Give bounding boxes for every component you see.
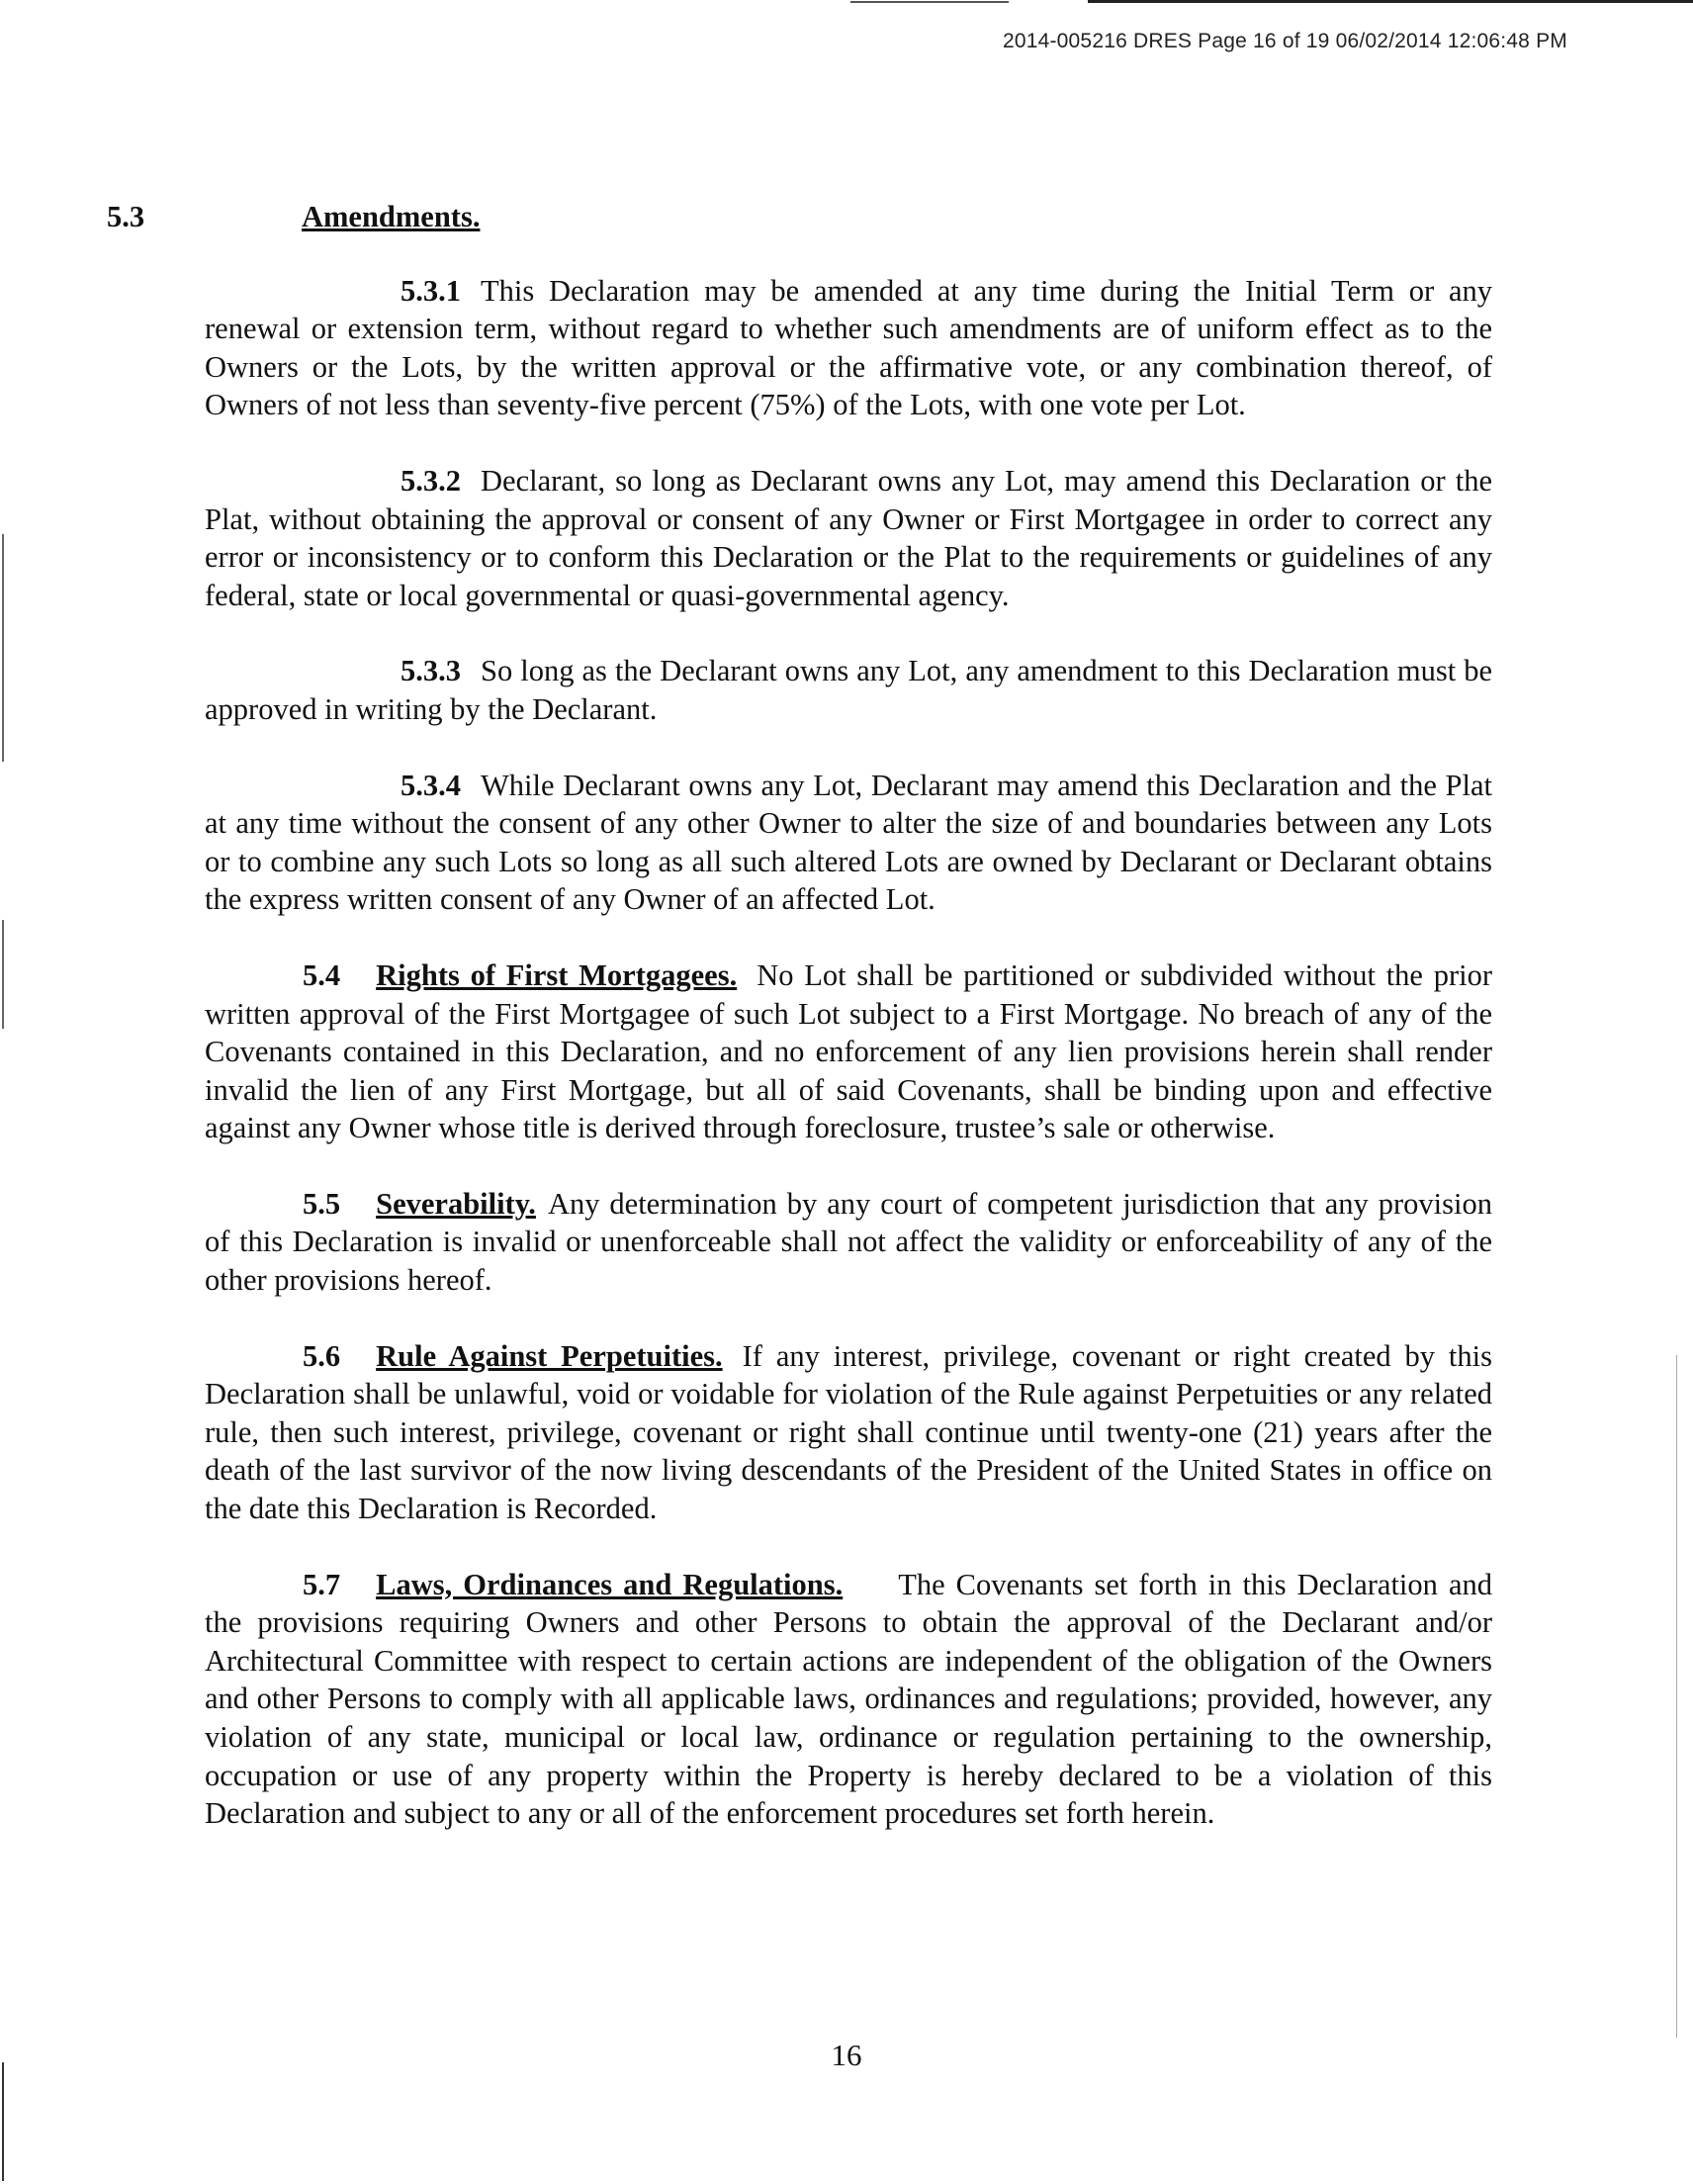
section-5-7: [205, 1566, 1492, 1833]
section-number: 5.5: [303, 1186, 341, 1221]
section-text: No Lot shall be partitioned or subdivided without the prior written approval of the First Mortgagee of such Lot subject to a First Mortgage. No breach of any of the Covenants contained in this Declaration, and no enforcement of any lien provisions herein shall render invalid the lien of any First Mortgage, but all of said Covenants, shall be binding upon and effective against any Owner whose title is derived through foreclosure, trustee’s sale or otherwise.: [205, 957, 1492, 1145]
scan-left-edge-mark: [2, 534, 4, 762]
scan-right-edge-mark: [1676, 1355, 1677, 2038]
section-title: Amendments.: [302, 200, 481, 233]
section-title: Rule Against Perpetuities.: [376, 1338, 723, 1373]
subsection-text: Declarant, so long as Declarant owns any Lot, may amend this Declaration or the Plat, without obtaining the approval or consent of any Owner or First Mortgagee in order to correct any error or inconsistency or to conform this Declaration or the Plat to the requirements or guidelines of any federal, state or local governmental or quasi-governmental agency.: [205, 463, 1492, 612]
section-5-3-3: [205, 652, 1492, 728]
scan-left-edge-mark: [2, 2062, 4, 2181]
subsection-text: So long as the Declarant owns any Lot, any amendment to this Declaration must be approved in writing by the Declarant.: [205, 654, 1492, 726]
section-5-3-2: [205, 462, 1492, 614]
section-5-3-4: [205, 767, 1492, 919]
subsection-text: While Declarant owns any Lot, Declarant may amend this Declaration and the Plat at any time without the consent of any other Owner to alter the size of and boundaries between any Lots or to combine any such Lots so long as all such altered Lots are owned by Declarant or Declarant obtains the express written consent of any Owner of an affected Lot.: [205, 768, 1492, 917]
section-text: Any determination by any court of competent jurisdiction that any provision of this Declaration is invalid or unenforceable shall not affect the validity or enforceability of any of the other provisions hereof.: [205, 1186, 1492, 1298]
section-title: Severability.: [376, 1186, 536, 1221]
document-body: [107, 198, 1492, 1833]
subsection-number: 5.3.2: [401, 463, 461, 498]
subsection-text: This Declaration may be amended at any time during the Initial Term or any renewal or extension term, without regard to whether such amendments are of uniform effect as to the Owners or the Lots, by the written approval or the affirmative vote, or any combination thereof, of Owners of not less than seventy-five percent (75%) of the Lots, with one vote per Lot.: [205, 273, 1492, 422]
section-text: The Covenants set forth in this Declaration and the provisions requiring Owners and other Persons to obtain the approval of the Declarant and/or Architectural Committee with respect to certain actions are independent of the obligation of the Owners and other Persons to comply with all applicable laws, ordinances and regulations; provided, however, any violation of any state, municipal or local law, ordinance or regulation pertaining to the ownership, occupation or use of any property within the Property is hereby declared to be a violation of this Declaration and subject to any or all of the enforcement procedures set forth herein.: [205, 1567, 1492, 1831]
recording-stamp: 2014-005216 DRES Page 16 of 19 06/02/2014 12:06:48 PM: [1002, 30, 1567, 52]
section-number: 5.7: [303, 1567, 341, 1601]
page-number: 16: [831, 2038, 862, 2072]
section-title: Laws, Ordinances and Regulations.: [376, 1567, 844, 1601]
section-5-3-1: [205, 272, 1492, 424]
section-number: 5.4: [303, 957, 341, 992]
subsection-number: 5.3.1: [401, 273, 461, 308]
subsection-number: 5.3.3: [401, 654, 461, 688]
scan-top-border-fragment: [850, 1, 1009, 3]
subsection-number: 5.3.4: [401, 768, 461, 802]
scan-left-edge-mark: [2, 920, 4, 1029]
section-5-6: [205, 1337, 1492, 1528]
section-title: Rights of First Mortgagees.: [376, 957, 738, 992]
section-5-5: [205, 1185, 1492, 1300]
section-number: 5.6: [303, 1338, 341, 1373]
section-number: 5.3: [107, 200, 145, 233]
section-text: If any interest, privilege, covenant or right created by this Declaration shall be unlawful, void or voidable for violation of the Rule against Perpetuities or any related rule, then such interest, privilege, covenant or right shall continue until twenty-one (21) years after the death of the last survivor of the now living descendants of the President of the United States in office on the date this Declaration is Recorded.: [205, 1338, 1492, 1526]
section-5-3-heading: [107, 198, 1492, 236]
scan-top-border: [1088, 0, 1693, 3]
section-5-4: [205, 956, 1492, 1147]
